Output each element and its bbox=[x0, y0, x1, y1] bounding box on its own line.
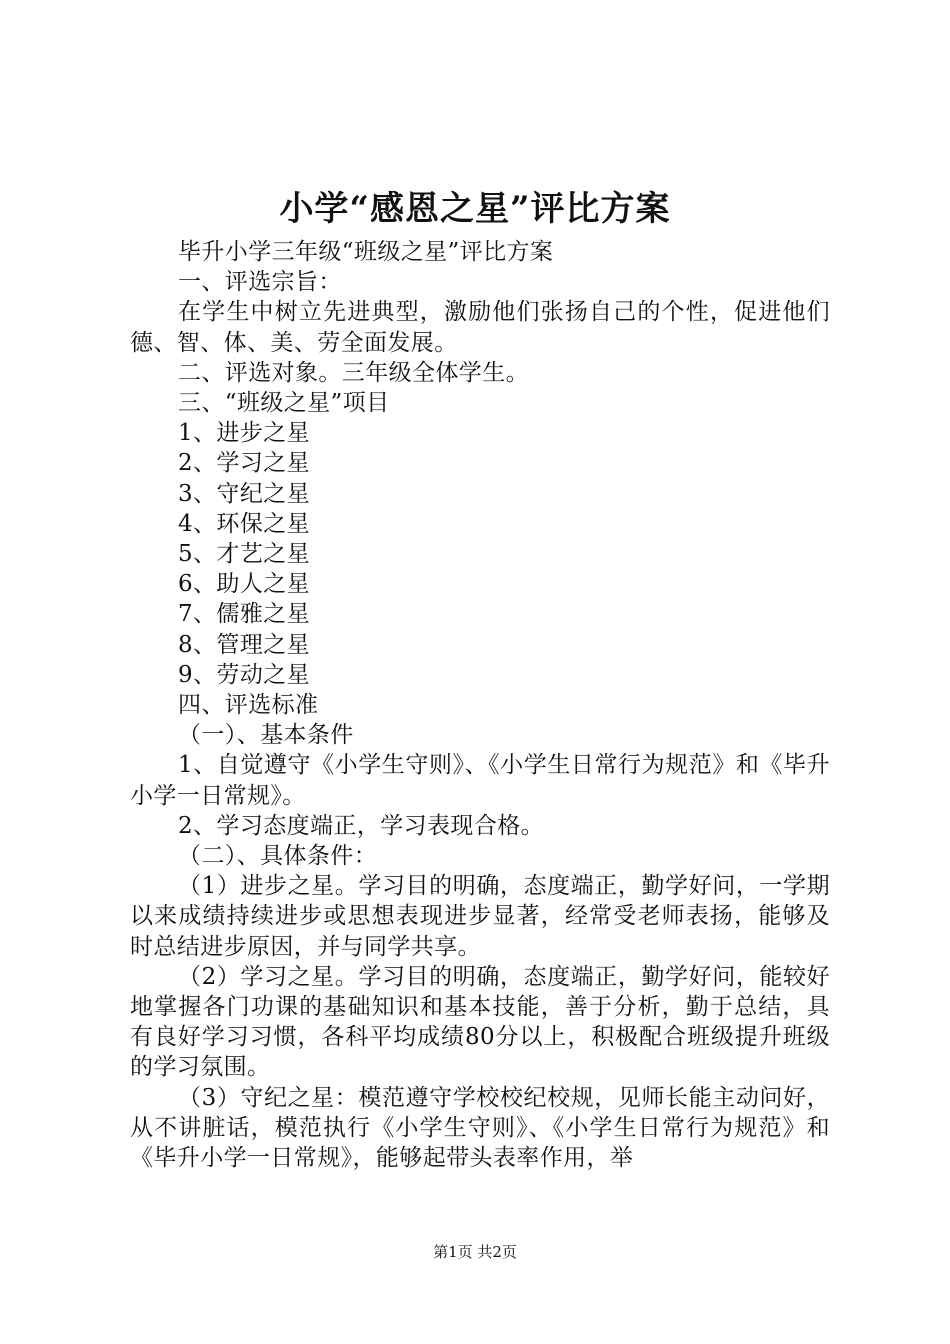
list-item: 8、管理之星 bbox=[178, 631, 311, 658]
subtitle-paragraph: 毕升小学三年级“班级之星”评比方案 bbox=[178, 239, 554, 265]
list-item: 5、才艺之星 bbox=[178, 541, 311, 568]
document-title: 小学“感恩之星”评比方案 bbox=[279, 189, 671, 229]
list-item: 4、环保之星 bbox=[178, 510, 311, 537]
list-item: 2、学习之星 bbox=[178, 450, 311, 477]
body-paragraph: （1）进步之星。学习目的明确，态度端正，勤学好问，一学期以来成绩持续进步或思想表现进步显著，经常受老师表扬，能够及时总结进步原因，并与同学共享。 bbox=[130, 873, 830, 960]
body-paragraph: （2）学习之星。学习目的明确，态度端正，勤学好问，能较好地掌握各门功课的基础知识和基本技能，善于分析，勤于总结，具有良好学习习惯，各科平均成绩80分以上，积极配合班级提升班级的学习氛围。 bbox=[130, 963, 830, 1081]
subsection-heading: （二）、具体条件： bbox=[178, 843, 378, 870]
section-heading: 三、“班级之星”项目 bbox=[178, 390, 390, 417]
page-number-footer: 第1页 共2页 bbox=[433, 1243, 517, 1261]
section-heading: 四、评选标准 bbox=[178, 692, 319, 719]
subsection-heading: （一）、基本条件 bbox=[178, 722, 354, 749]
body-paragraph: 2、学习态度端正，学习表现合格。 bbox=[178, 812, 545, 839]
list-item: 1、进步之星 bbox=[178, 420, 311, 447]
list-item: 9、劳动之星 bbox=[178, 661, 311, 688]
list-item: 6、助人之星 bbox=[178, 571, 311, 598]
list-item: 3、守纪之星 bbox=[178, 480, 311, 507]
section-heading: 一、评选宗旨： bbox=[178, 269, 342, 296]
body-paragraph: 在学生中树立先进典型，激励他们张扬自己的个性，促进他们德、智、体、美、劳全面发展。 bbox=[130, 299, 830, 356]
list-item: 7、儒雅之星 bbox=[178, 601, 311, 628]
body-paragraph: （3）守纪之星：模范遵守学校校纪校规，见师长能主动问好，从不讲脏话，模范执行《小学生守则》、《小学生日常行为规范》和《毕升小学一日常规》，能够起带头表率作用，举 bbox=[130, 1084, 830, 1172]
body-paragraph: 1、自觉遵守《小学生守则》、《小学生日常行为规范》和《毕升小学一日常规》。 bbox=[130, 752, 830, 809]
section-heading: 二、评选对象。三年级全体学生。 bbox=[178, 359, 529, 386]
document-body bbox=[130, 237, 830, 1173]
